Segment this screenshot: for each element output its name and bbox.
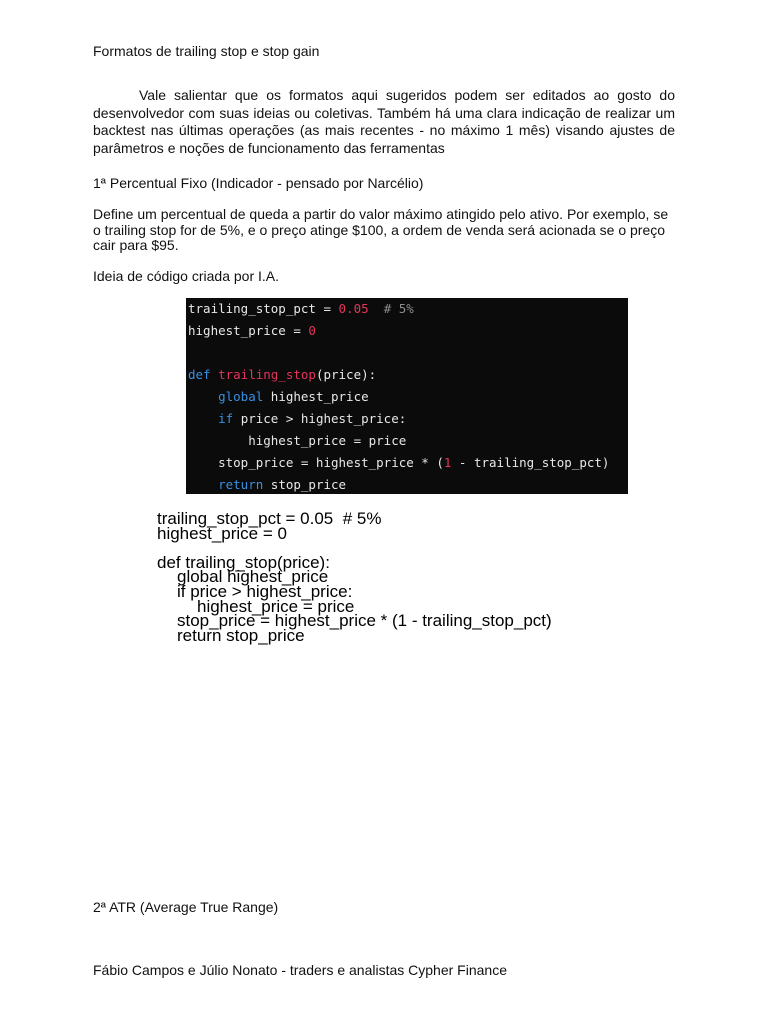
code-indent	[188, 477, 218, 492]
code-token: price > highest_price:	[233, 411, 407, 426]
section-2-heading: 2ª ATR (Average True Range)	[93, 899, 279, 915]
code-token: trailing_stop_pct =	[188, 301, 339, 316]
section-1-heading: 1ª Percentual Fixo (Indicador - pensado por Narcélio)	[93, 175, 424, 191]
code-keyword: if	[218, 411, 234, 426]
code-indent	[188, 411, 218, 426]
code-token	[211, 367, 219, 382]
plain-code-block	[157, 509, 552, 645]
code-token: highest_price = price	[188, 433, 407, 448]
code-screenshot	[186, 298, 628, 494]
code-line-7	[188, 430, 628, 452]
code-token: highest_price	[263, 389, 369, 404]
code-token: (price):	[315, 367, 377, 382]
code-token: - trailing_stop_pct)	[451, 455, 610, 470]
code-keyword: def	[188, 367, 211, 382]
code-number: 0.05	[338, 301, 369, 316]
plain-code-line: global highest_price	[177, 567, 329, 587]
ai-code-note: Ideia de código criada por I.A.	[93, 268, 280, 284]
code-line-8	[188, 452, 628, 474]
code-line-blank	[188, 342, 628, 364]
plain-code-line: def trailing_stop(price):	[157, 552, 330, 572]
page-footer: Fábio Campos e Júlio Nonato - traders e analistas Cypher Finance	[93, 962, 507, 978]
code-token: stop_price	[263, 477, 347, 492]
code-indent	[188, 389, 218, 404]
code-token: stop_price = highest_price * (	[188, 455, 444, 470]
code-line-2	[188, 320, 628, 342]
code-token: highest_price =	[188, 323, 309, 338]
plain-code-line: if price > highest_price:	[177, 581, 353, 601]
plain-code-line: highest_price = price	[197, 596, 355, 616]
code-keyword: return	[218, 477, 264, 492]
code-function-name: trailing_stop	[218, 367, 316, 382]
document-title: Formatos de trailing stop e stop gain	[93, 43, 320, 59]
intro-paragraph: Vale salientar que os formatos aqui sugeridos podem ser editados ao gosto do desenvolvedor com suas ideias ou coletivas. Também há uma clara indicação de realizar um backtest nas últimas operações (as mais recentes - no máximo 1 mês) visando ajustes de parâmetros e noções de funcionamento das ferramentas	[93, 87, 675, 156]
code-line-9	[188, 474, 628, 494]
code-line-6	[188, 408, 628, 430]
code-line-1	[188, 298, 628, 320]
plain-code-line: return stop_price	[177, 625, 305, 645]
code-number: 0	[308, 323, 316, 338]
plain-code-line: stop_price = highest_price * (1 - trailing_stop_pct)	[177, 611, 552, 631]
code-comment: # 5%	[383, 301, 414, 316]
code-token	[369, 301, 384, 316]
code-number: 1	[443, 455, 452, 470]
plain-code-line: trailing_stop_pct = 0.05 # 5%	[157, 509, 382, 528]
section-1-description: Define um percentual de queda a partir do valor máximo atingido pelo ativo. Por exemplo, se o trailing stop for de 5%, e o preço atinge $100, a ordem de venda será acionada se o preço cair para $95.	[93, 206, 669, 253]
plain-code-line: highest_price = 0	[157, 523, 287, 543]
code-line-4	[188, 364, 628, 386]
code-keyword: global	[218, 389, 264, 404]
code-line-5	[188, 386, 628, 408]
